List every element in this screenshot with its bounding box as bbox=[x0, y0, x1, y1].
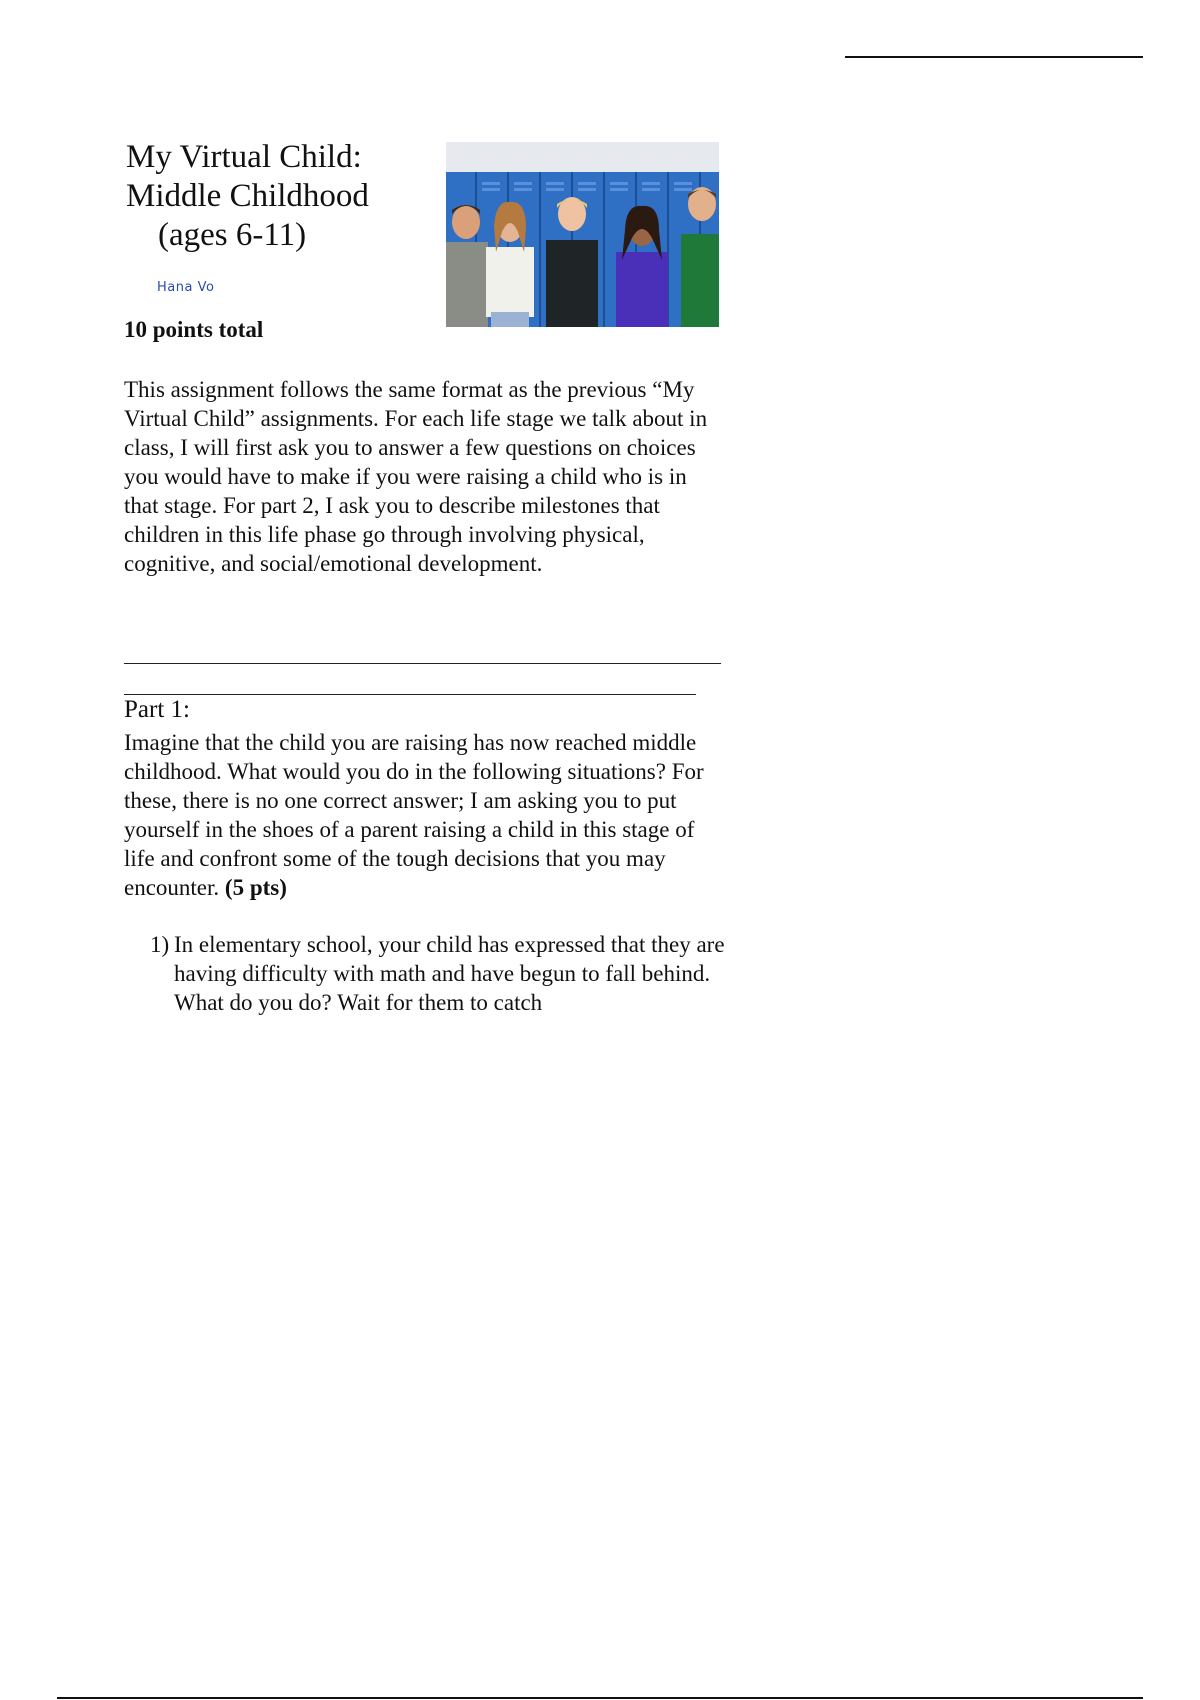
author-name: Hana Vo bbox=[157, 280, 215, 295]
children-by-lockers-illustration bbox=[446, 142, 719, 327]
intro-paragraph: This assignment follows the same format as the previous “My Virtual Child” assignments. For each life stage we talk about in class, I will first ask you to answer a few questions on choices you would have to make if you were raising a child who is in that stage. For part 2, I ask you to describe milestones that children in this life phase go through involving physical, cognitive, and social/emotional development. bbox=[124, 377, 708, 576]
points-total: 10 points total bbox=[124, 317, 264, 342]
question-1 bbox=[150, 930, 725, 1017]
question-1-text: In elementary school, your child has expressed that they are having difficulty with math and have begun to fall behind. What do you do? Wait for them to catch bbox=[174, 932, 725, 1015]
question-1-number: 1) bbox=[150, 932, 170, 957]
title-line-3: (ages 6-11) bbox=[158, 217, 307, 253]
header-rule bbox=[845, 56, 1143, 58]
title-line-2: Middle Childhood bbox=[126, 178, 369, 214]
footer-rule bbox=[57, 1697, 1143, 1699]
title-line-1: My Virtual Child: bbox=[126, 139, 362, 175]
divider-line-1 bbox=[124, 663, 721, 664]
part-1-heading: Part 1: bbox=[124, 696, 190, 723]
children-photo bbox=[446, 142, 719, 327]
part-1-body-text: Imagine that the child you are raising has now reached middle childhood. What would you do in the following situations? For these, there is no one correct answer; I am asking you to put yourself in the shoes of a parent raising a child in this stage of life and confront some of the tough decisions that you may encounter. bbox=[124, 730, 704, 900]
part-1-instructions bbox=[124, 728, 724, 902]
document-title bbox=[126, 138, 369, 255]
divider-line-2 bbox=[124, 694, 696, 695]
part-1-points: (5 pts) bbox=[224, 875, 287, 900]
